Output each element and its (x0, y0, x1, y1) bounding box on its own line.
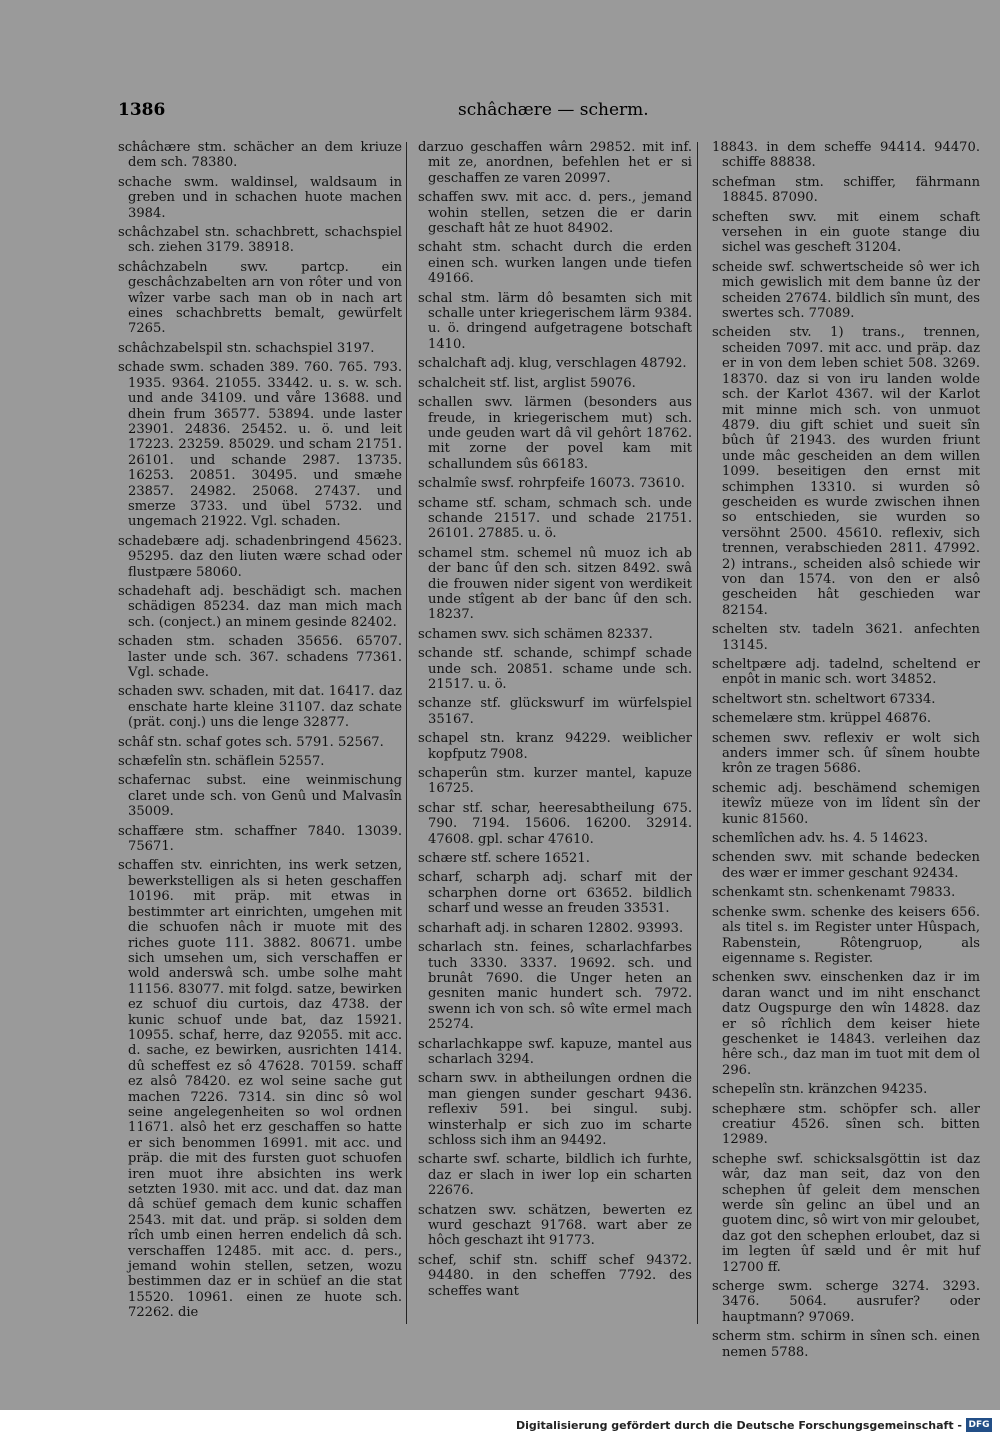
dictionary-entry: schemelære stm. krüppel 46876. (712, 711, 932, 727)
dictionary-entry: schallen swv. lärmen (besonders aus freude, in kriegerischem mut) sch. unde geuden wart dâ vil gehôrt 18762. mit zorne der povel kam mit schallundem sûs 66183. (418, 395, 692, 472)
dictionary-entry: schenden swv. mit schande bedecken des wær er immer geschant 92434. (712, 850, 980, 881)
dictionary-entry: schenke swm. schenke des keisers 656. als titel s. im Register unter Hûspach, Rabenstein, Rôtengruop, als eigenname s. Register. (712, 904, 980, 966)
dictionary-entry: scheltwort stn. scheltwort 67334. (712, 691, 936, 707)
dictionary-entry: schapel stn. kranz 94229. weiblicher kopfputz 7908. (418, 731, 692, 762)
dictionary-entry: schepelîn stn. kränzchen 94235. (712, 1082, 928, 1098)
dictionary-entry: schadebære adj. schadenbringend 45623. 95295. daz den liuten wære schad oder flustpære 58060. (118, 533, 402, 580)
dictionary-entry: schâchzabel stn. schachbrett, schachspiel sch. ziehen 3179. 38918. (118, 225, 402, 256)
dictionary-entry: schal stm. lärm dô besamten sich mit schalle unter kriegerischem lärm 9384. u. ö. dringend aufgetragene botschaft 1410. (418, 290, 692, 352)
dictionary-entry: schamen swv. sich schämen 82337. (418, 626, 653, 642)
dictionary-entry: schenken swv. einschenken daz ir im daran wanct und im niht enschanct datz Ougspurge den wîn 14828. daz er sô rîchlich dem keiser hiete geschenket ie 14843. verleihen daz hêre sch., daz man im tuot mit dem ol 296. (712, 970, 980, 1078)
column-1 (118, 140, 402, 1325)
dictionary-entry: scheide swf. schwertscheide sô wer ich mich gewislich mit dem banne ûz der scheiden 27674. bildlich sîn munt, des swertes sch. 77089. (712, 259, 980, 322)
dictionary-entry: scheften swv. mit einem schaft versehen in ein guote stange diu sichel was gescheft 31204. (712, 209, 980, 256)
dictionary-entry: schefman stm. schiffer, fährmann 18845. 87090. (712, 174, 980, 206)
dictionary-entry: schære stf. schere 16521. (418, 851, 590, 867)
dictionary-entry: scharhaft adj. in scharen 12802. 93993. (418, 920, 684, 936)
dictionary-entry: schaden stm. schaden 35656. 65707. laster unde sch. 367. schadens 77361. Vgl. schade. (118, 634, 402, 680)
dictionary-entry: scheltpære adj. tadelnd, scheltend er enpôt in manic sch. wort 34852. (712, 657, 980, 688)
dictionary-entry: schadehaft adj. beschädigt sch. machen schädigen 85234. daz man mich mach sch. (conject.) an minem gesinde 82402. (118, 583, 402, 630)
dictionary-entry: schaffen stv. einrichten, ins werk setzen, bewerkstelligen als si heten geschaffen 10196. mit präp. mit etwas in bestimmter art einrichten, umgehen mit die schuofen nâch ir muote mit des riches guote 111. 3882. 80671. umbe sich umsehen um, sich verschaffen er wold anderswâ sch. umbe solhe maht 11156. 83077. mit folgd. satze, bewirken ez schuof diu curtois, daz 4738. der kunic schuof unde bat, daz 15921. 10955. schaf, herre, daz 92055. mit acc. d. sache, ez bewirken, ausrichten 1414. dû scheffest ez sô 47628. 70159. schaff ez alsô 78420. ez wol seine sache gut machen 7226. 7314. sin dinc sô wol seine angelegenheiten so wol ordnen 11671. alsô het erz geschaffen so hatte er sich benommen 16991. mit acc. und präp. die mit des fursten guot schuofen iren muot ihre absichten ins werk setzten 1930. mit acc. und dat. daz man dâ schüef gemach dem kunic schaffen 2543. mit dat. und präp. si solden dem rîch umb einen herren endelich dâ sch. verschaffen 12485. mit acc. d. pers., jemand wohin stellen, setzen, wozu bestimmen daz er in schüef an die stat 15520. 10961. einen ze huote sch. 72262. die (118, 858, 402, 1321)
dictionary-entry: schaden swv. schaden, mit dat. 16417. daz enschate harte kleine 31107. daz schate (prät. conj.) uns die lenge 32877. (118, 684, 402, 731)
dictionary-entry: schalmîe swsf. rohrpfeife 16073. 73610. (418, 476, 685, 492)
funding-note: Digitalisierung gefördert durch die Deutsche Forschungsgemeinschaft - (515, 1419, 962, 1432)
dictionary-entry: schâchzabeln swv. partcp. ein geschâchzabelten arn von rôter und von wîzer varbe sach man ob in nach art eines schachbretts bemalt, gewürfelt 7265. (118, 259, 402, 337)
dictionary-entry: schâchære stm. schächer an dem kriuze dem sch. 78380. (118, 140, 402, 171)
dictionary-entry: schenkamt stn. schenkenamt 79833. (712, 885, 956, 901)
dictionary-entry: schar stf. schar, heeresabtheilung 675. 790. 7194. 15606. 16200. 32914. 47608. gpl. schar 47610. (418, 800, 692, 847)
dictionary-entry: schaffen swv. mit acc. d. pers., jemand wohin stellen, setzen die er darin geschaft hât ze huot 84902. (418, 190, 692, 237)
dictionary-entry: schephe swf. schicksalsgöttin ist daz wâr, daz man seit, daz von den schephen ûf geleit dem menschen werde sîn gelinc an übel und an guotem dinc, sô wirt von mir geloubet, daz got den schephen erloubet, daz si im legten ûf sæld und êr mit huf 12700 ff. (712, 1151, 980, 1275)
dictionary-entry: scharte swf. scharte, bildlich ich furhte, daz er slach in iwer lop ein scharten 22676. (418, 1152, 692, 1199)
dictionary-entry: schelten stv. tadeln 3621. anfechten 13145. (712, 622, 980, 653)
page-number: 1386 (118, 100, 166, 120)
dictionary-entry: schamel stm. schemel nû muoz ich ab der banc ûf den sch. sitzen 8492. swâ die frouwen nider sigent von werdikeit unde stîgent ab der banc ûf den sch. 18237. (418, 545, 692, 623)
footer (0, 1410, 1000, 1439)
dictionary-entry: schade swm. schaden 389. 760. 765. 793. 1935. 9364. 21055. 33442. u. s. w. sch. und ande 34109. und våre 13688. und dhein frum 36577. 53894. unde laster 23901. 24836. 25452. u. ö. und leit 17223. 23259. 85029. und scham 21751. 26101. und schande 2987. 13735. 16253. 20851. 30495. und smæhe 23857. 24982. 25068. 27437. und smerze 3733. und übel 5732. und ungemach 21922. Vgl. schaden. (118, 360, 402, 530)
dictionary-entry: schemic adj. beschämend schemigen itewîz müeze von im lîdent sîn der kunic 81560. (712, 780, 980, 827)
column-rule (697, 142, 698, 1324)
dictionary-entry: scharf, scharph adj. scharf mit der scharphen dorne ort 63652. bildlich scharf und wesse an freuden 33531. (418, 870, 692, 917)
dictionary-entry: scheiden stv. 1) trans., trennen, scheiden 7097. mit acc. und präp. daz er in von dem leben schiet 508. 3269. 18370. daz si von iru landen wolde sch. der Karlot 4367. wil der Karlot mit minne mich sch. von unmuot 4879. diu gift schiet und sueit sîn bûch ûf 21943. des wurden friunt unde mâc gescheiden an dem willen 1099. beseitigen den ernst mit schimphen 13310. si wurden sô gescheiden es wurde zwischen ihnen so entschieden, sie wurden so versöhnt 2500. 45610. reflexiv, sich trennen, verabschieden 2811. 47992. 2) intrans., scheiden alsô schiede wir von dan 1574. von den er alsô gescheiden hât geschieden war 82154. (712, 325, 980, 618)
dictionary-entry: schaffære stm. schaffner 7840. 13039. 75671. (118, 823, 402, 855)
dictionary-entry: schalchaft adj. klug, verschlagen 48792. (418, 356, 687, 372)
dictionary-entry: scharn swv. in abtheilungen ordnen die man giengen sunder geschart 9436. reflexiv 591. bei singul. subj. winsterhalp er sich zuo im scharte schloss sich ihm an 94492. (418, 1071, 692, 1148)
dictionary-entry: schafernac subst. eine weinmischung claret unde sch. von Genû und Malvasîn 35009. (118, 773, 402, 820)
running-head: schâchære — scherm. (458, 100, 649, 120)
dictionary-entry: schaht stm. schacht durch die erden einen sch. wurken langen unde tiefen 49166. (418, 240, 692, 287)
dictionary-entry: scharlachkappe swf. kapuze, mantel aus scharlach 3294. (418, 1036, 692, 1067)
column-3 (712, 140, 980, 1364)
dictionary-entry: schache swm. waldinsel, waldsaum in greben und in schachen huote machen 3984. (118, 174, 402, 221)
dictionary-entry: schame stf. scham, schmach sch. unde schande 21517. und schade 21751. 26101. 27885. u. ö. (418, 495, 692, 542)
dictionary-entry: schef, schif stn. schiff schef 94372. 94480. in den scheffen 7792. des scheffes want (418, 1252, 692, 1299)
dictionary-entry: schephære stm. schöpfer sch. aller creatiur 4526. sînen sch. bitten 12989. (712, 1101, 980, 1148)
dictionary-entry: schatzen swv. schätzen, bewerten ez wurd geschazt 91768. wart aber ze hôch geschazt iht 91773. (418, 1202, 692, 1249)
dictionary-entry: schæfelîn stn. schäflein 52557. (118, 754, 325, 770)
dictionary-entry: scherm stm. schirm in sînen sch. einen nemen 5788. (712, 1329, 980, 1360)
dictionary-entry: schâchzabelspil stn. schachspiel 3197. (118, 340, 375, 356)
dictionary-entry: darzuo geschaffen wârn 29852. mit inf. mit ze, anordnen, befehlen het er si geschaffen ze varen 20997. (418, 140, 692, 186)
dictionary-entry: schemlîchen adv. hs. 4. 5 14623. (712, 831, 928, 847)
dfg-logo: DFG (966, 1418, 992, 1432)
dictionary-entry: scherge swm. scherge 3274. 3293. 3476. 5064. ausrufer? oder hauptmann? 97069. (712, 1279, 980, 1325)
dictionary-entry: schemen swv. reflexiv er wolt sich anders immer sch. ûf sînem houbte krôn ze tragen 5686. (712, 730, 980, 777)
dictionary-entry: schâf stn. schaf gotes sch. 5791. 52567. (118, 734, 384, 750)
dictionary-entry: scharlach stn. feines, scharlachfarbes tuch 3330. 3337. 19692. sch. und brunât 7690. die Unger heten an gesniten manic hundert sch. 7972. swenn ich von sch. sô wîte ermel mach 25274. (418, 940, 692, 1033)
dictionary-entry: schalcheit stf. list, arglist 59076. (418, 375, 636, 391)
column-rule (406, 142, 407, 1324)
dictionary-entry: schande stf. schande, schimpf schade unde sch. 20851. schame unde sch. 21517. u. ö. (418, 646, 692, 692)
dictionary-entry: schanze stf. glückswurf im würfelspiel 35167. (418, 696, 692, 727)
dictionary-entry: 18843. in dem scheffe 94414. 94470. schiffe 88838. (712, 140, 980, 171)
column-2 (418, 140, 692, 1303)
dictionary-entry: schaperûn stm. kurzer mantel, kapuze 16725. (418, 766, 692, 797)
